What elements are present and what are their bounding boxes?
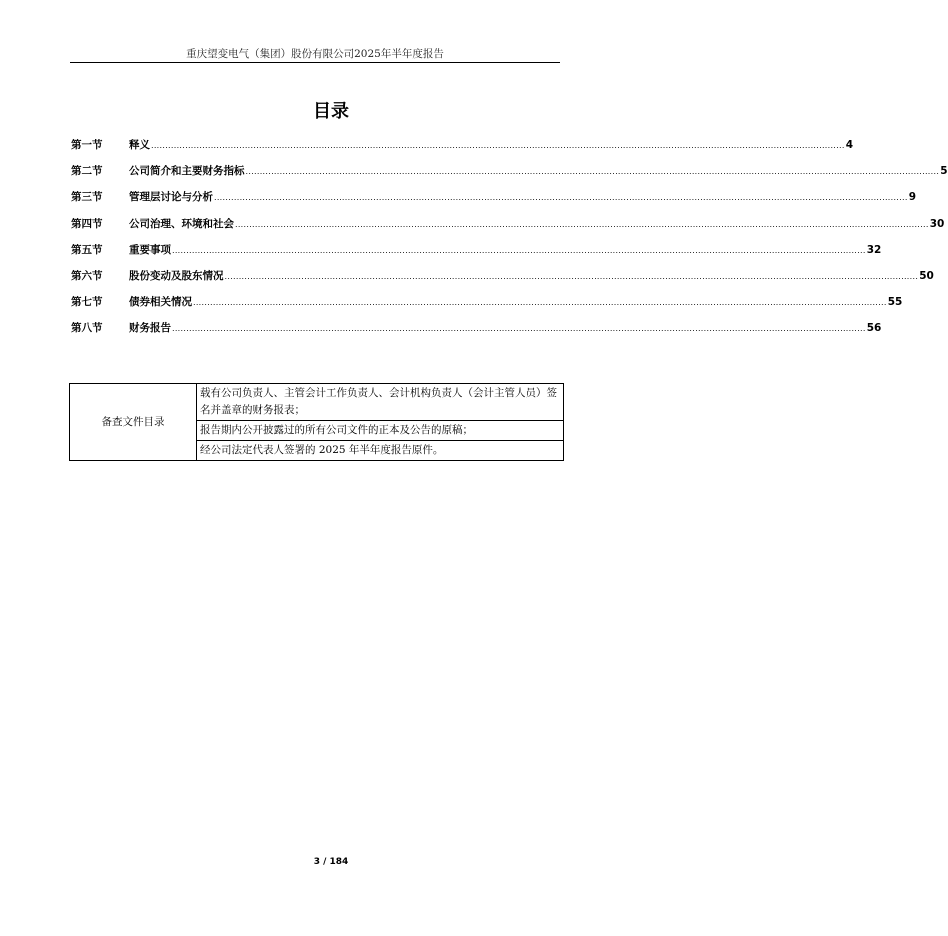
toc-page-number: 32	[866, 243, 882, 256]
toc-leader-dots: ....................................................................................................................................................................................................................................................	[172, 324, 866, 334]
toc-entry[interactable]	[71, 294, 903, 320]
toc-section-title: 公司治理、环境和社会	[129, 217, 234, 230]
toc-leader-dots: ....................................................................................................................................................................................................................................................	[245, 167, 940, 177]
toc-leader-dots: ....................................................................................................................................................................................................................................................	[193, 298, 887, 308]
toc-section-title: 管理层讨论与分析	[129, 191, 213, 204]
toc-section-title: 财务报告	[129, 322, 171, 335]
toc-entry[interactable]	[71, 242, 882, 268]
toc-section-number: 第一节	[71, 139, 103, 151]
toc-section-title: 公司简介和主要财务指标	[129, 165, 245, 178]
page-title: 目录	[313, 101, 349, 122]
toc-leader-dots: ....................................................................................................................................................................................................................................................	[224, 271, 919, 281]
toc-section-title: 重要事项	[129, 243, 171, 256]
reference-table-item: 报告期内公开披露过的所有公司文件的正本及公告的原稿；	[197, 421, 564, 441]
header-divider	[70, 62, 560, 63]
page-number-footer: 3 / 184	[313, 857, 349, 867]
toc-leader-dots: ....................................................................................................................................................................................................................................................	[235, 219, 929, 229]
toc-section-title: 释义	[129, 139, 150, 151]
reference-table-item: 经公司法定代表人签署的 2025 年半年度报告原件。	[197, 441, 564, 461]
toc-leader-dots: ....................................................................................................................................................................................................................................................	[172, 245, 866, 255]
toc-section-number: 第八节	[71, 322, 103, 335]
toc-section-title: 债券相关情况	[129, 296, 192, 309]
table-row	[70, 384, 564, 421]
toc-page-number: 50	[919, 269, 934, 282]
toc-section-number: 第六节	[71, 269, 103, 282]
toc-leader-dots: ....................................................................................................................................................................................................................................................	[214, 193, 908, 203]
reference-table-label: 备查文件目录	[70, 384, 197, 461]
toc-entry[interactable]	[71, 189, 916, 215]
toc-page-number: 56	[866, 322, 882, 335]
table-of-contents	[71, 137, 948, 347]
toc-entry[interactable]	[71, 137, 853, 163]
toc-entry[interactable]	[71, 163, 948, 189]
toc-entry[interactable]	[71, 216, 945, 242]
toc-entry[interactable]	[71, 268, 934, 294]
page-header: 重庆望变电气（集团）股份有限公司2025年半年度报告	[186, 48, 444, 60]
toc-section-number: 第二节	[71, 165, 103, 178]
toc-page-number: 55	[887, 296, 903, 309]
toc-section-number: 第五节	[71, 243, 103, 256]
toc-leader-dots: ....................................................................................................................................................................................................................................................	[151, 141, 845, 150]
toc-section-number: 第四节	[71, 217, 103, 230]
toc-page-number: 30	[929, 217, 945, 230]
reference-table-item: 载有公司负责人、主管会计工作负责人、会计机构负责人（会计主管人员）签名并盖章的财务报表；	[197, 384, 564, 421]
reference-documents-table	[69, 383, 564, 461]
toc-page-number: 9	[908, 191, 916, 204]
toc-page-number: 4	[845, 139, 853, 151]
toc-section-number: 第七节	[71, 296, 103, 309]
toc-page-number: 5	[940, 165, 948, 178]
toc-section-number: 第三节	[71, 191, 103, 204]
toc-section-title: 股份变动及股东情况	[129, 269, 224, 282]
toc-entry[interactable]	[71, 320, 882, 346]
